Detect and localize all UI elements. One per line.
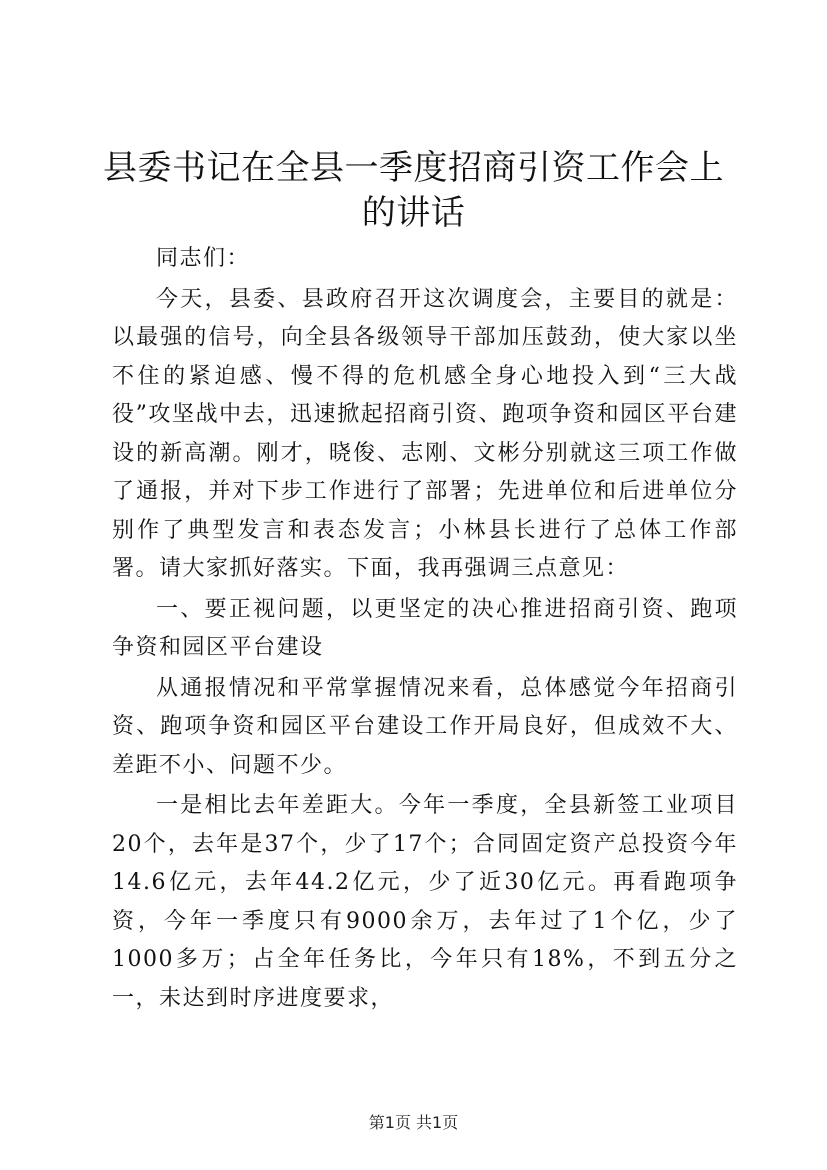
page-number-footer: 第1页 共1页	[368, 1113, 459, 1132]
paragraph-overview: 从通报情况和平常掌握情况来看，总体感觉今年招商引资、跑项争资和园区平台建设工作开局良好，但成效不大、差距不小、问题不少。	[112, 675, 738, 778]
paragraph-salutation: 同志们：	[156, 246, 251, 271]
document-body	[112, 240, 738, 1018]
paragraph-intro: 今天，县委、县政府召开这次调度会，主要目的就是：以最强的信号，向全县各级领导干部加压鼓劲，使大家以坐不住的紧迫感、慢不得的危机感全身心地投入到“三大战役”攻坚战中去，迅速掀起招商引资、跑项争资和园区平台建设的新高潮。刚才，晓俊、志刚、文彬分别就这三项工作做了通报，并对下步工作进行了部署；先进单位和后进单位分别作了典型发言和表态发言；小林县长进行了总体工作部署。请大家抓好落实。下面，我再强调三点意见：	[112, 286, 738, 581]
paragraph-point-1: 一是相比去年差距大。今年一季度，全县新签工业项目20个，去年是37个，少了17个；合同固定资产总投资今年14.6亿元，去年44.2亿元，少了近30亿元。再看跑项争资，今年一季度只有9000余万，去年过了1个亿，少了1000多万；占全年任务比，今年只有18%，不到五分之一，未达到时序进度要求，	[112, 793, 738, 1011]
document-title: 县委书记在全县一季度招商引资工作会上的讲话	[103, 148, 724, 233]
section-heading-1: 一、要正视问题，以更坚定的决心推进招商引资、跑项争资和园区平台建设	[112, 596, 738, 660]
